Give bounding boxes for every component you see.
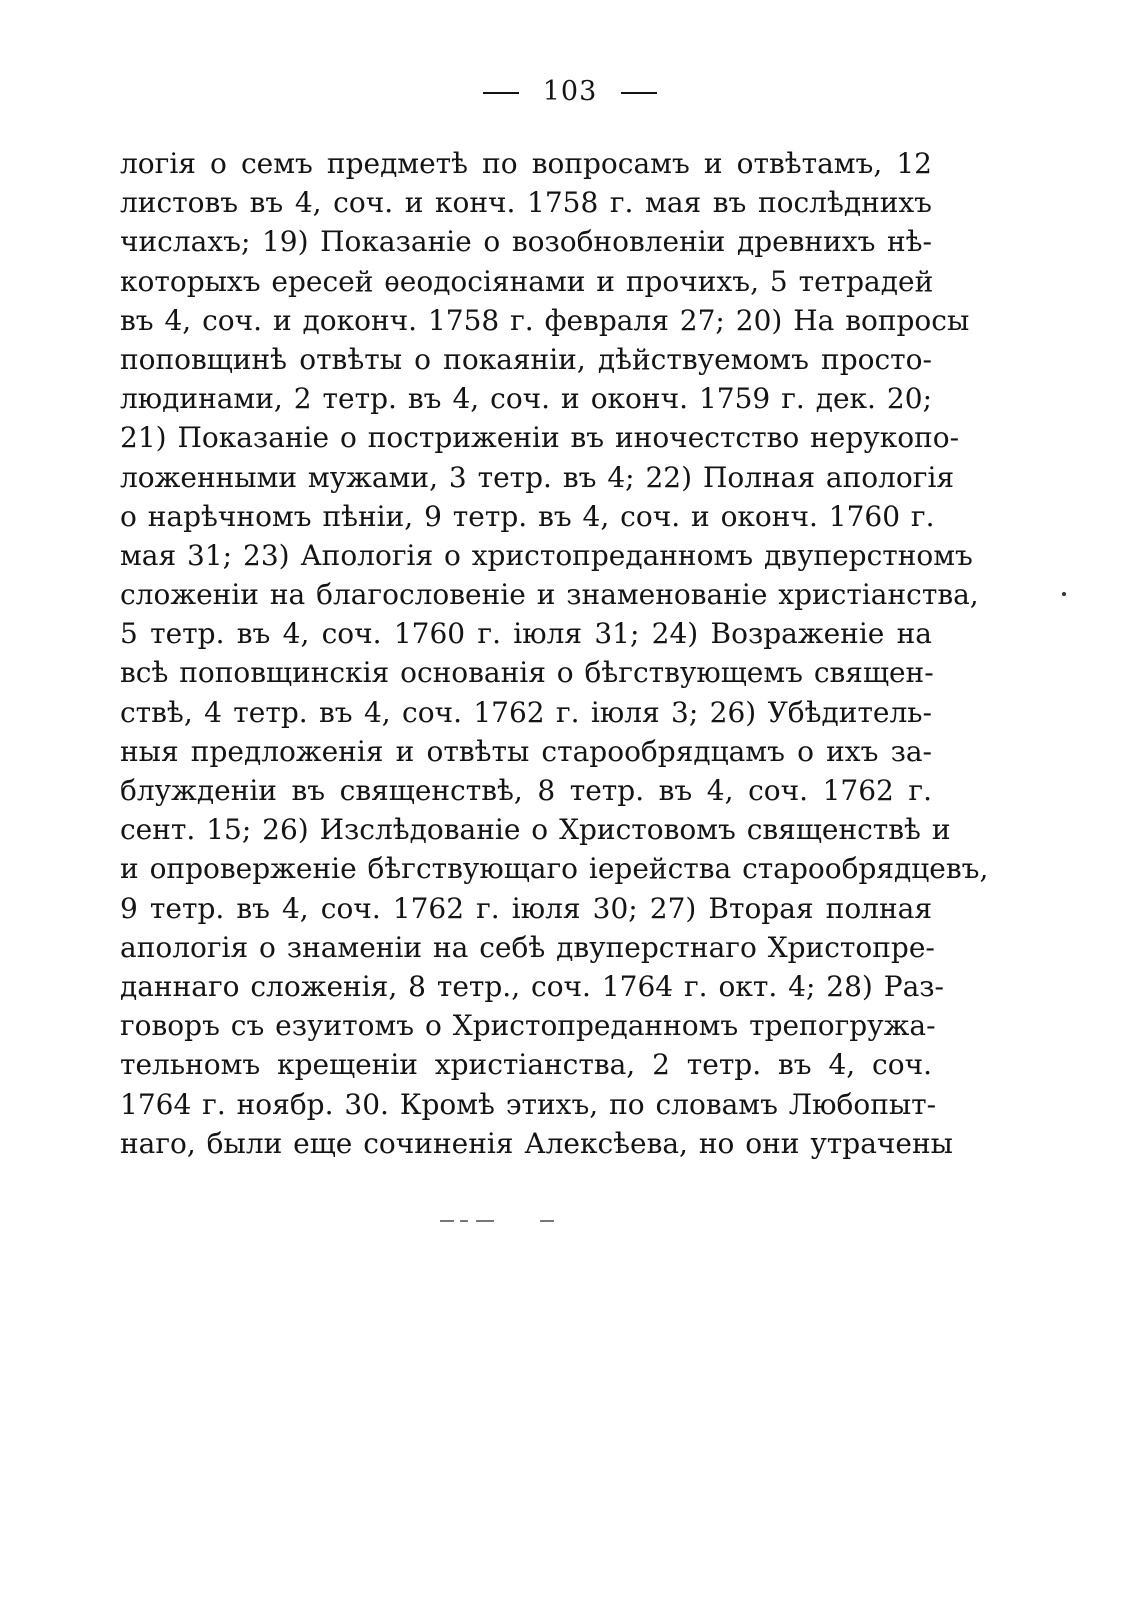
text-line: о нарѣчномъ пѣніи, 9 тетр. въ 4, соч. и оконч. 1760 г. (120, 499, 935, 533)
text-line: числахъ; 19) Показаніе о возобновленіи древнихъ нѣ- (120, 225, 932, 259)
top-edge-marks (200, 0, 820, 6)
text-line: логія о семъ предметѣ по вопросамъ и отвѣтамъ, 12 (120, 147, 932, 180)
page-number-text: 103 (542, 76, 598, 107)
page-number (0, 76, 1140, 107)
text-line: тельномъ крещеніи христіанства, 2 тетр. въ 4, соч. (120, 1048, 932, 1082)
text-line: 5 тетр. въ 4, соч. 1760 г. іюля 31; 24) Возраженіе на (120, 617, 932, 651)
text-line: всѣ поповщинскія основанія о бѣгствующемъ священ- (120, 656, 934, 690)
text-line: наго, были еще сочиненія Алексѣева, но они утрачены (120, 1126, 953, 1160)
text-line: листовъ въ 4, соч. и конч. 1758 г. мая въ послѣднихъ (120, 186, 932, 220)
margin-speck (1062, 592, 1066, 596)
body-text (120, 144, 989, 1163)
text-line: даннаго сложенія, 8 тетр., соч. 1764 г. окт. 4; 28) Раз- (120, 969, 945, 1003)
text-line: мая 31; 23) Апологія о христопреданномъ двуперстномъ (120, 538, 973, 572)
bottom-print-marks (440, 1218, 580, 1224)
text-line: 9 тетр. въ 4, соч. 1762 г. іюля 30; 27) Вторая полная (120, 891, 932, 925)
text-line: сложеніи на благословеніе и знаменованіе христіанства, (120, 578, 979, 612)
folio-dash-right (621, 92, 657, 94)
text-line: поповщинѣ отвѣты о покаяніи, дѣйствуемомъ просто- (120, 342, 932, 376)
text-line: ложенными мужами, 3 тетр. въ 4; 22) Полная апологія (120, 460, 955, 494)
text-line: блужденіи въ священствѣ, 8 тетр. въ 4, соч. 1762 г. (120, 774, 932, 807)
text-line: говоръ съ езуитомъ о Христопреданномъ трепогружа- (120, 1009, 936, 1043)
text-line: и опроверженіе бѣгствующаго іерейства старообрядцевъ, (120, 852, 989, 886)
text-line: ныя предложенія и отвѣты старообрядцамъ о ихъ за- (120, 734, 932, 768)
text-line: которыхъ ересей ѳеодосіянами и прочихъ, 5 тетрадей (120, 264, 934, 298)
text-line: сент. 15; 26) Изслѣдованіе о Христовомъ священствѣ и (120, 813, 951, 847)
text-line: въ 4, соч. и доконч. 1758 г. февраля 27; 20) На вопросы (120, 303, 970, 337)
text-line: ствѣ, 4 тетр. въ 4, соч. 1762 г. іюля 3; 26) Убѣдитель- (120, 695, 932, 729)
text-line: 1764 г. ноябр. 30. Кромѣ этихъ, по словамъ Любопыт- (120, 1087, 937, 1121)
folio-dash-left (483, 92, 519, 94)
text-line: 21) Показаніе о постриженіи въ иночестство нерукопо- (120, 421, 960, 455)
text-line: апологія о знаменіи на себѣ двуперстнаго Христопре- (120, 930, 935, 964)
text-line: людинами, 2 тетр. въ 4, соч. и оконч. 1759 г. дек. 20; (120, 382, 932, 416)
